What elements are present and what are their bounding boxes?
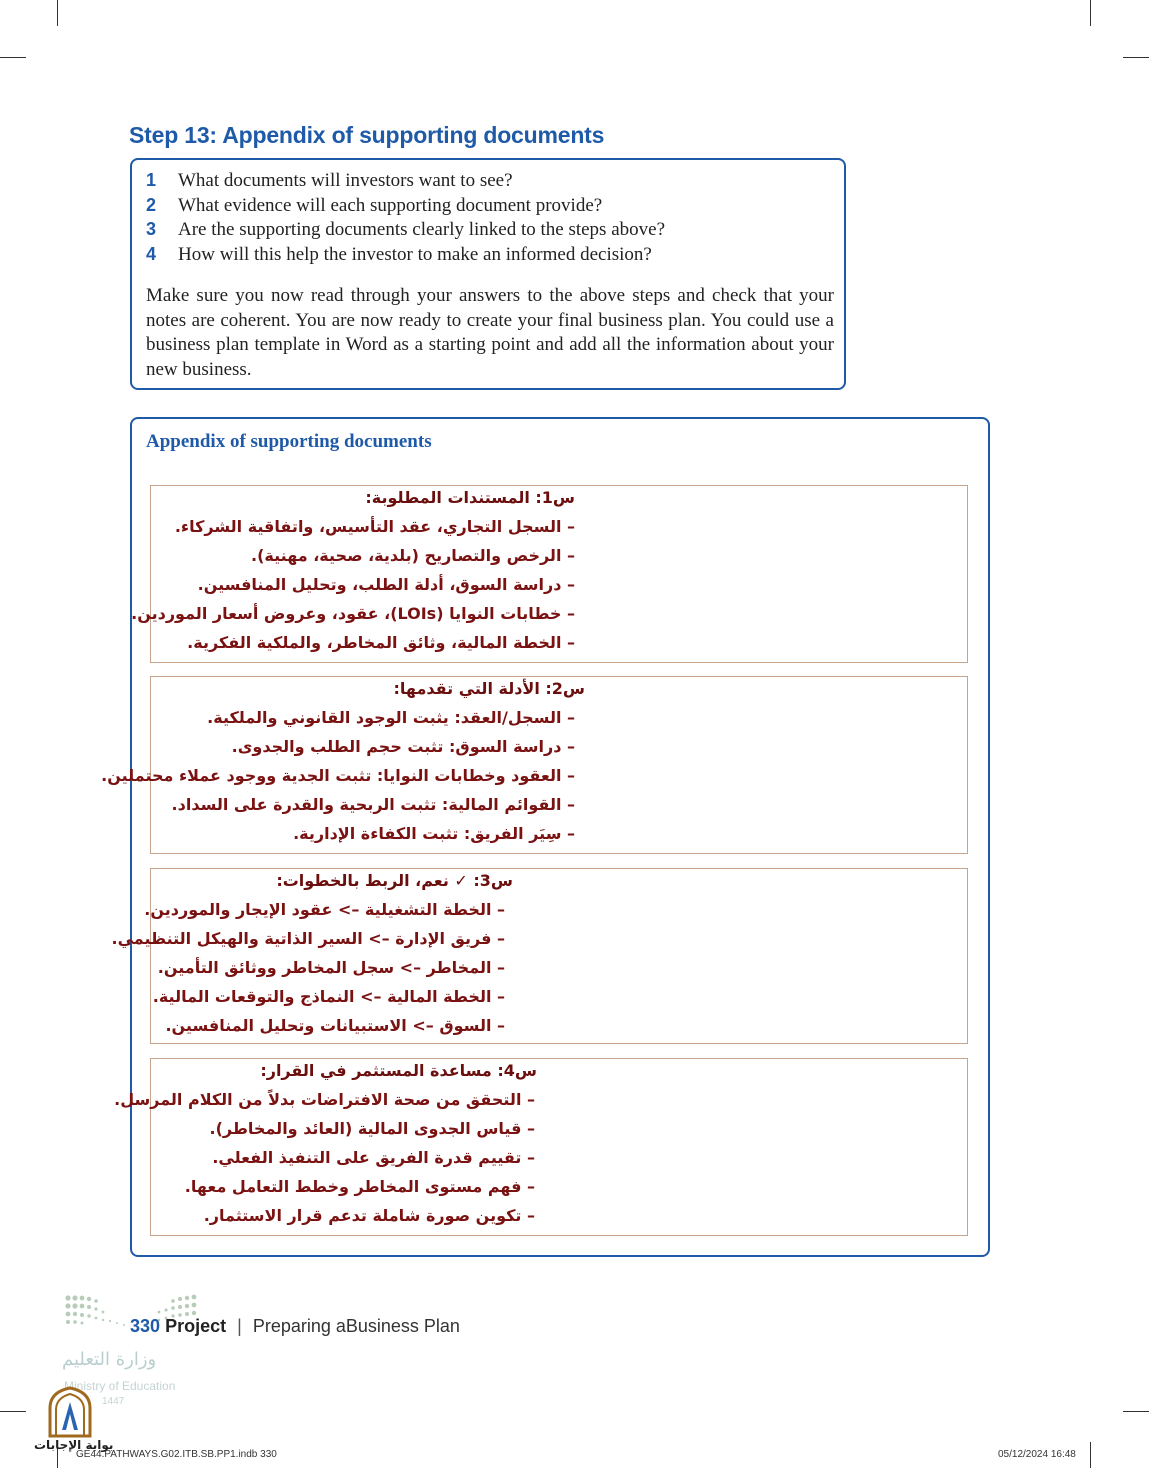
- answer-line: – سِيَر الفريق: تثبت الكفاءة الإدارية.: [293, 824, 575, 843]
- answer-header: س1: المستندات المطلوبة:: [365, 488, 575, 507]
- question-item: [146, 195, 665, 220]
- question-number: 2: [146, 194, 157, 215]
- ministry-year: 1447: [102, 1396, 125, 1407]
- question-item: [146, 244, 665, 269]
- question-text: What documents will investors want to see?: [178, 170, 513, 191]
- question-item: [146, 170, 665, 195]
- appendix-title: Appendix of supporting documents: [146, 431, 432, 452]
- answer-line: – تكوين صورة شاملة تدعم قرار الاستثمار.: [203, 1206, 535, 1225]
- answer-box-q1: [131, 485, 968, 663]
- question-item: [146, 219, 665, 244]
- answer-line: – العقود وخطابات النوايا: تثبت الجدية ووجود عملاء محتملين.: [101, 766, 575, 785]
- answer-line: – قياس الجدوى المالية (العائد والمخاطر).: [209, 1119, 535, 1138]
- appendix-box: [101, 417, 990, 1257]
- print-date: 05/12/2024 16:48: [998, 1449, 1076, 1460]
- instructions-paragraph: Make sure you now read through your answers to the above steps and check that your notes are coherent. You are now ready to create your final business plan. You could use a business plan template in Word as a starting point and add all the information about your new business.: [146, 285, 834, 380]
- ministry-arabic-watermark: وزارة التعليم: [62, 1349, 157, 1370]
- answer-box-q4: [114, 1058, 968, 1236]
- footer-subtitle: Preparing aBusiness Plan: [252, 1316, 460, 1336]
- answer-line: – دراسة السوق، أدلة الطلب، وتحليل المنافسين.: [197, 575, 575, 594]
- page-footer: [130, 1316, 460, 1337]
- footer-project-label: Project: [165, 1316, 227, 1336]
- answer-box-q2: [101, 676, 968, 854]
- crop-mark: [0, 57, 26, 58]
- answer-line: – المخاطر –> سجل المخاطر ووثائق التأمين.: [157, 958, 505, 977]
- answer-line: – السوق –> الاستبيانات وتحليل المنافسين.: [165, 1016, 505, 1035]
- answer-line: – خطابات النوايا (LOIs)، عقود، وعروض أسعار الموردين.: [131, 604, 575, 623]
- question-number: 4: [146, 243, 157, 264]
- answer-line: – فهم مستوى المخاطر وخطط التعامل معها.: [184, 1177, 535, 1196]
- answer-line: – تقييم قدرة الفريق على التنفيذ الفعلي.: [212, 1148, 535, 1167]
- crop-mark: [1123, 1411, 1149, 1412]
- question-text: Are the supporting documents clearly linked to the steps above?: [178, 219, 666, 240]
- indd-file-label: GE44.PATHWAYS.G02.ITB.SB.PP1.indb 330: [76, 1449, 277, 1460]
- crop-mark: [1123, 57, 1149, 58]
- answers-portal-logo-icon: [44, 1386, 96, 1438]
- answer-line: – التحقق من صحة الافتراضات بدلاً من الكلام المرسل.: [114, 1090, 535, 1109]
- answer-line: – دراسة السوق: تثبت حجم الطلب والجدوى.: [231, 737, 575, 756]
- question-text: How will this help the investor to make an informed decision?: [178, 243, 652, 265]
- answer-line: – الخطة المالية، وثائق المخاطر، والملكية الفكرية.: [187, 633, 575, 652]
- question-number: 1: [146, 170, 157, 190]
- answer-line: – فريق الإدارة –> السير الذاتية والهيكل التنظيمي.: [111, 929, 505, 948]
- ministry-english-watermark: Ministry of Education: [64, 1379, 176, 1393]
- answer-box-q3: [111, 868, 968, 1044]
- answer-header: س3: ✓ نعم، الربط بالخطوات:: [276, 871, 513, 890]
- question-text: What evidence will each supporting document provide?: [178, 194, 603, 216]
- crop-mark: [57, 0, 58, 26]
- crop-mark: [1090, 0, 1091, 26]
- page-number: 330: [130, 1316, 161, 1336]
- footer-separator: |: [237, 1316, 242, 1336]
- answer-header: س4: مساعدة المستثمر في القرار:: [260, 1061, 537, 1080]
- question-list: [146, 170, 665, 268]
- answer-line: – الرخص والتصاريح (بلدية، صحية، مهنية).: [251, 546, 575, 565]
- logo-text: بوابة الإجابات: [34, 1438, 114, 1452]
- answer-line: – الخطة التشغيلية –> عقود الإيجار والموردين.: [144, 900, 505, 919]
- question-number: 3: [146, 219, 157, 239]
- answer-line: – السجل التجاري، عقد التأسيس، واتفاقية الشركاء.: [174, 517, 575, 536]
- crop-mark: [0, 1411, 26, 1412]
- answer-line: – السجل/العقد: يثبت الوجود القانوني والملكية.: [207, 708, 575, 727]
- answer-line: – الخطة المالية –> النماذج والتوقعات المالية.: [152, 987, 505, 1006]
- step-title: Step 13: Appendix of supporting documents: [129, 122, 605, 148]
- answer-header: س2: الأدلة التي تقدمها:: [393, 679, 585, 698]
- answer-line: – القوائم المالية: تثبت الربحية والقدرة على السداد.: [171, 795, 575, 814]
- questions-box: [130, 158, 846, 390]
- crop-mark: [1090, 1442, 1091, 1468]
